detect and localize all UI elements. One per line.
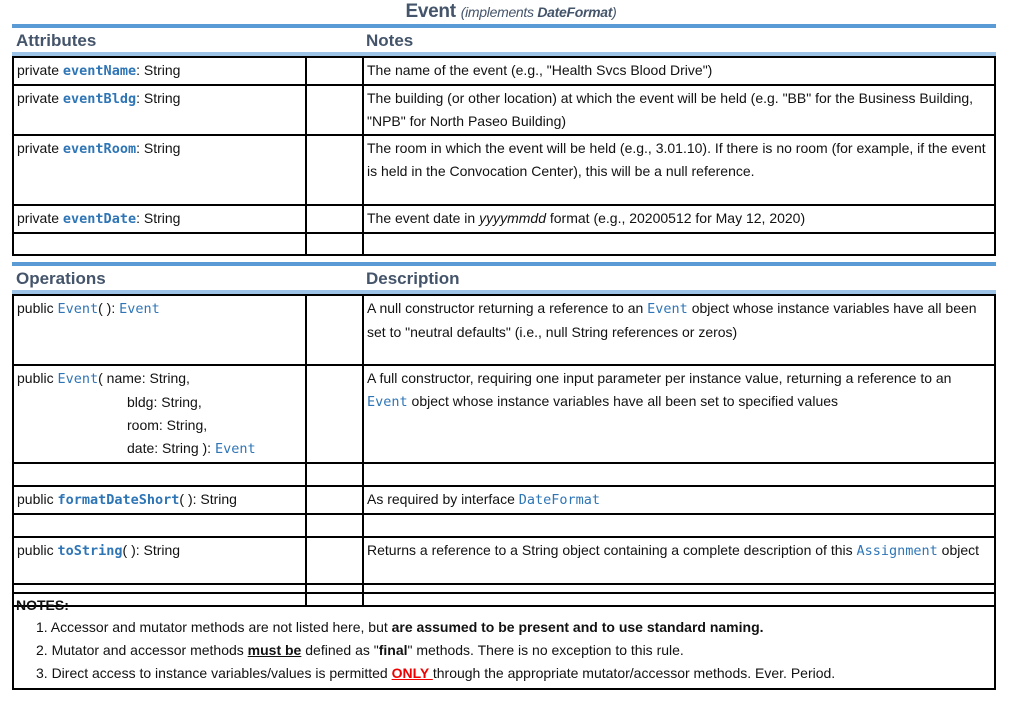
interface-name: DateFormat	[537, 4, 613, 20]
table-row: public Event( ): Event A null constructor returning a reference to an Event object whose instance variables have all been set to "neutral defaults" (i.e., null String references or zeros)	[13, 295, 995, 365]
table-row	[13, 514, 995, 537]
table-row: private eventBldg: String The building (or other location) at which the event will be held (e.g. "BB" for the Business Building, "NPB" for North Paseo Building)	[13, 85, 995, 135]
table-row	[13, 233, 995, 255]
attributes-header: Attributes	[16, 31, 97, 50]
table-row: private eventRoom: String The room in which the event will be held (e.g., 3.01.10). If there is no room (for example, if the event is held in the Convocation Center), this will be a null reference.	[13, 135, 995, 205]
notes-box	[12, 592, 996, 690]
description-header: Description	[366, 269, 460, 288]
attributes-table	[12, 56, 996, 256]
class-name: Event	[405, 1, 456, 22]
table-row: private eventName: String The name of the event (e.g., "Health Svcs Blood Drive")	[13, 57, 995, 85]
operations-table	[12, 294, 996, 607]
table-row: public Event( name: String, bldg: String, room: String, date: String ): Event A full constructor, requiring one input parameter per instance value, returning a reference to an Event object whose instance variables have all been set to specified values	[13, 365, 995, 463]
notes-heading: NOTES:	[16, 597, 69, 613]
note-3: 3. Direct access to instance variables/values is permitted ONLY through the appropriate mutator/accessor methods. Ever. Period.	[36, 665, 836, 681]
notes-header: Notes	[366, 31, 414, 50]
note-1: 1. Accessor and mutator methods are not listed here, but are assumed to be present and to use standard naming.	[36, 619, 764, 635]
attributes-section	[12, 24, 996, 256]
operations-header: Operations	[16, 269, 106, 288]
operations-section	[12, 262, 996, 607]
table-row: private eventDate: String The event date in yyyymmdd format (e.g., 20200512 for May 12, 2020)	[13, 205, 995, 233]
table-row: public toString( ): String Returns a reference to a String object containing a complete description of this Assignment object	[13, 537, 995, 584]
table-row	[13, 463, 995, 486]
note-2: 2. Mutator and accessor methods must be defined as "final" methods. There is no exception to this rule.	[36, 642, 684, 658]
table-row: public formatDateShort( ): String As required by interface DateFormat	[13, 486, 995, 514]
implements-label: implements	[465, 4, 534, 20]
class-title: Event (implements DateFormat)	[405, 1, 617, 22]
